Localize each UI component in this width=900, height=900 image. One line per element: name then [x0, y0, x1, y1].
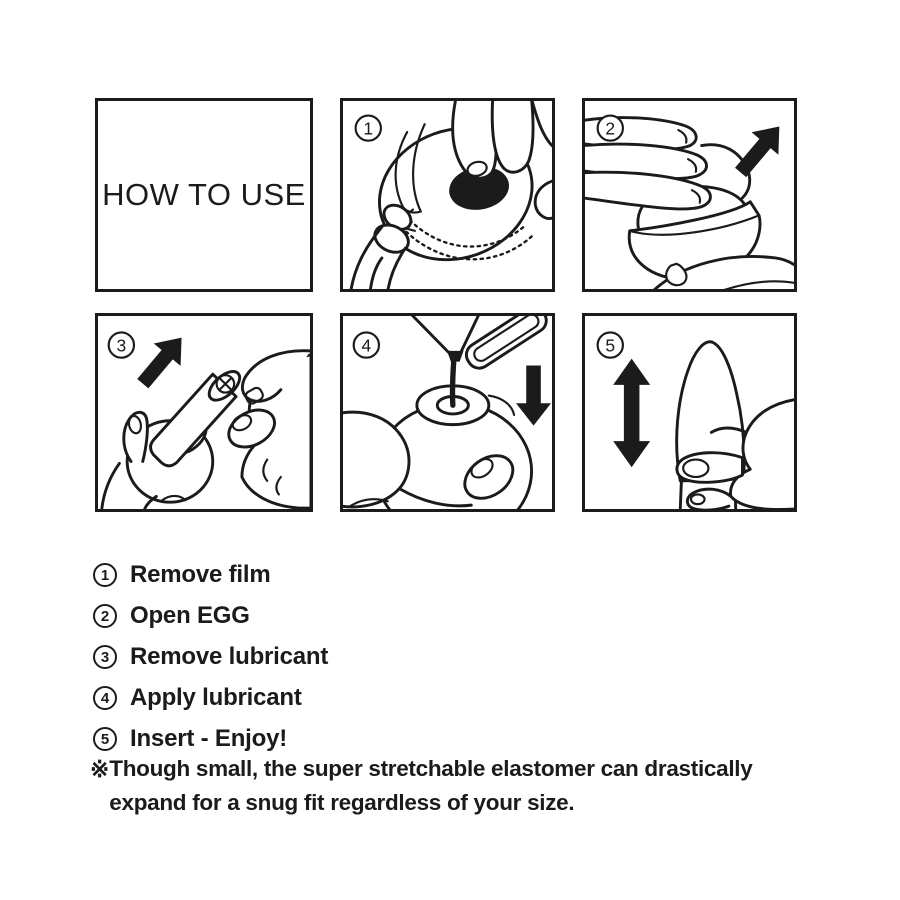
svg-text:3: 3 — [116, 335, 127, 356]
step-item — [93, 602, 328, 630]
svg-text:1: 1 — [363, 118, 374, 139]
insert-enjoy-illustration — [585, 316, 794, 509]
panel-step-1-remove-film — [340, 98, 555, 292]
panel-step-4-apply-lubricant — [340, 313, 555, 512]
panel-step-3-remove-lubricant — [95, 313, 313, 512]
svg-text:4: 4 — [361, 335, 372, 356]
reference-mark: ※ — [90, 756, 110, 782]
step-label: Remove film — [130, 561, 271, 588]
arrow-up-right-icon — [129, 326, 195, 395]
panel-step-5-insert-enjoy — [582, 313, 797, 512]
panel-number-badge — [598, 332, 623, 357]
panel-step-2-open-egg — [582, 98, 797, 292]
panel-number-badge — [598, 116, 623, 141]
page-title: HOW TO USE — [102, 177, 306, 212]
remove-film-illustration — [343, 101, 552, 289]
step-label: Apply lubricant — [130, 684, 302, 711]
lubricant-stream — [452, 360, 453, 406]
step-number-badge: 2 — [93, 604, 117, 628]
step-item — [93, 725, 328, 753]
panel-number-badge — [109, 332, 134, 357]
svg-text:5: 5 — [605, 335, 616, 356]
apply-lubricant-illustration — [343, 316, 552, 509]
arrow-up-down-icon — [613, 359, 650, 468]
step-label: Insert - Enjoy! — [130, 725, 288, 752]
panel-number-badge — [354, 332, 379, 357]
step-item — [93, 643, 328, 671]
step-item — [93, 561, 328, 589]
svg-text:2: 2 — [605, 118, 616, 139]
footnote-text — [109, 752, 752, 820]
arrow-down-icon — [516, 365, 551, 425]
open-egg-illustration — [585, 101, 794, 289]
arrow-up-right-icon — [727, 115, 793, 183]
step-item — [93, 684, 328, 712]
fingers-pinching-film — [351, 200, 416, 289]
remove-lubricant-illustration — [98, 316, 310, 509]
footnote-line-2: expand for a snug fit regardless of your size. — [109, 790, 575, 815]
footnote — [90, 752, 752, 820]
steps-list — [93, 561, 328, 753]
step-number-badge: 1 — [93, 563, 117, 587]
step-number-badge: 4 — [93, 686, 117, 710]
step-label: Open EGG — [130, 602, 250, 629]
panel-number-badge — [356, 116, 381, 141]
step-number-badge: 3 — [93, 645, 117, 669]
step-label: Remove lubricant — [130, 643, 329, 670]
how-to-use-panel — [95, 98, 313, 292]
step-number-badge: 5 — [93, 727, 117, 751]
footnote-line-1: Though small, the super stretchable elastomer can drastically — [109, 756, 753, 781]
